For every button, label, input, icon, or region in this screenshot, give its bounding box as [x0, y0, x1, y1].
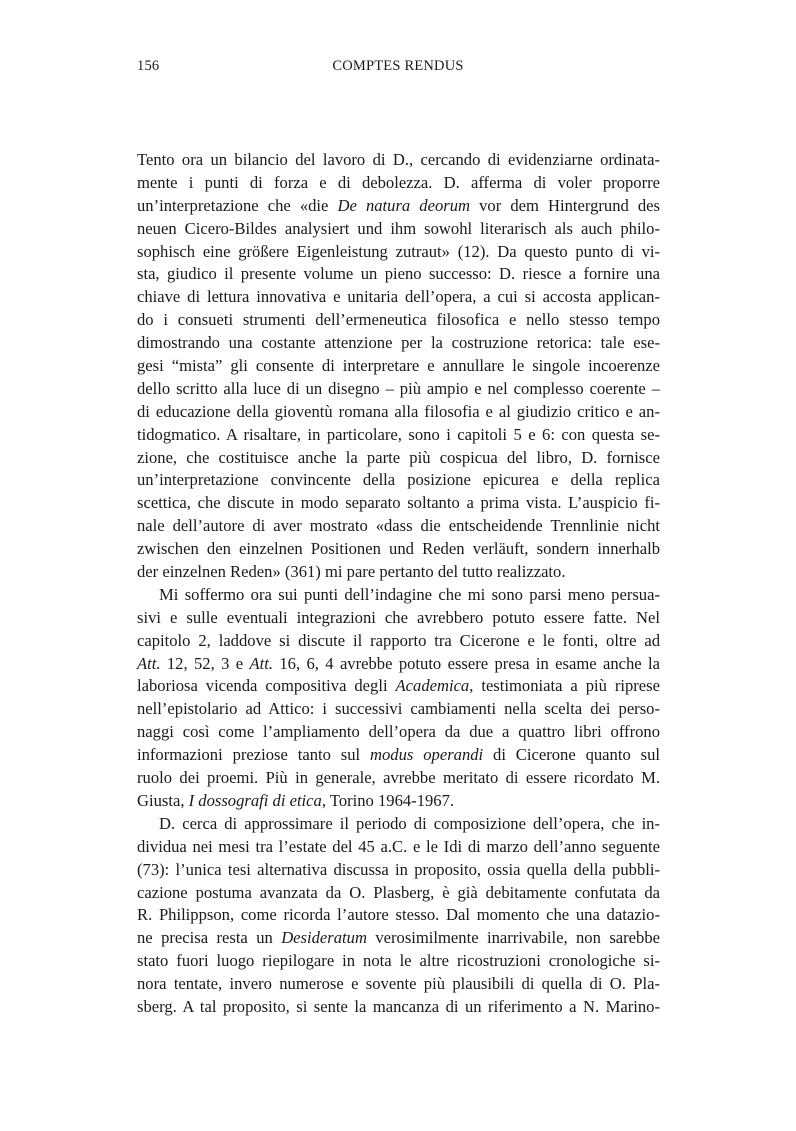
text-line: [137, 332, 660, 355]
text-line: [137, 630, 660, 653]
text-line: [137, 401, 660, 424]
text-line: [137, 607, 660, 630]
text-line: [137, 790, 660, 813]
text-line: [137, 927, 660, 950]
text-segment: Mi soffermo ora sui punti dell’indagine che mi sono parsi meno persua-: [159, 584, 660, 604]
text-line: [137, 286, 660, 309]
text-segment: laboriosa vicenda compositiva degli: [137, 676, 396, 696]
text-line: [137, 675, 660, 698]
italic-text: De natura deorum: [337, 195, 471, 215]
text-line: [137, 561, 660, 584]
text-segment: ruolo dei proemi. Più in generale, avrebbe meritato di essere ricordato M.: [137, 768, 660, 788]
text-segment: R. Philippson, come ricorda l’autore stesso. Dal momento che una datazio-: [137, 905, 660, 925]
text-segment: dello scritto alla luce di un disegno – più ampio e nel complesso coerente –: [137, 378, 660, 398]
text-segment: sberg. A tal proposito, si sente la mancanza di un riferimento a N. Marino-: [137, 996, 660, 1016]
text-segment: der einzelnen Reden» (361) mi pare pertanto del tutto realizzato.: [137, 562, 566, 582]
text-line: [137, 904, 660, 927]
text-segment: cazione postuma avanzata da O. Plasberg, è già debitamente confutata da: [137, 882, 660, 902]
text-line: [137, 241, 660, 264]
text-segment: un’interpretazione convincente della posizione epicurea e della replica: [137, 470, 660, 490]
text-segment: , Torino 1964-1967.: [321, 790, 455, 810]
text-line: [137, 218, 660, 241]
text-segment: 12, 52, 3 e: [160, 653, 250, 673]
text-segment: zwischen den einzelnen Positionen und Reden verläuft, sondern innerhalb: [137, 539, 660, 559]
text-segment: chiave di lettura innovativa e unitaria dell’opera, a cui si accosta applican-: [137, 287, 660, 307]
text-segment: scettica, che discute in modo separato soltanto a prima vista. L’auspicio fi-: [137, 493, 660, 513]
text-line: [137, 469, 660, 492]
italic-text: Att.: [137, 653, 161, 673]
text-segment: sta, giudico il presente volume un pieno successo: D. riesce a fornire una: [137, 264, 660, 284]
text-segment: un’interpretazione che «die: [137, 195, 338, 215]
text-segment: dividua nei mesi tra l’estate del 45 a.C. e le Idi di marzo dell’anno seguente: [137, 836, 660, 856]
text-line: [137, 447, 660, 470]
text-segment: nell’epistolario ad Attico: i successivi cambiamenti nella scelta dei perso-: [137, 699, 660, 719]
text-line: [137, 195, 660, 218]
text-segment: Tento ora un bilancio del lavoro di D., cercando di evidenziarne ordinata-: [137, 150, 660, 169]
text-segment: informazioni preziose tanto sul: [137, 745, 371, 765]
text-segment: sophisch eine größere Eigenleistung zutraut» (12). Da questo punto di vi-: [137, 241, 660, 261]
text-line: [137, 149, 660, 172]
text-segment: dimostrando una costante attenzione per la costruzione retorica: tale ese-: [137, 333, 660, 353]
text-line: [137, 813, 660, 836]
text-segment: do i consueti strumenti dell’ermeneutica filosofica e nello stesso tempo: [137, 310, 660, 330]
text-line: [137, 538, 660, 561]
text-line: [137, 973, 660, 996]
text-segment: , testimoniata a più riprese: [469, 676, 660, 696]
body-text: [137, 149, 660, 1019]
text-line: [137, 721, 660, 744]
text-segment: 16, 6, 4 avrebbe potuto essere presa in esame anche la: [273, 653, 660, 673]
text-line: [137, 698, 660, 721]
italic-text: modus operandi: [370, 745, 484, 765]
text-segment: gesi “mista” gli consente di interpretare e annullare le singole incoerenze: [137, 356, 660, 376]
text-segment: (73): l’unica tesi alternativa discussa in proposito, ossia quella della pubbli-: [137, 859, 660, 879]
text-line: [137, 996, 660, 1019]
text-line: [137, 309, 660, 332]
text-segment: Giusta,: [137, 790, 189, 810]
text-line: [137, 492, 660, 515]
italic-text: Desideratum: [281, 928, 367, 948]
text-segment: mente i punti di forza e di debolezza. D. afferma di voler proporre: [137, 172, 660, 192]
text-line: [137, 172, 660, 195]
paragraph: [137, 813, 660, 1019]
paragraph: [137, 149, 660, 584]
text-line: [137, 263, 660, 286]
text-line: [137, 950, 660, 973]
text-segment: zione, che costituisce anche la parte più cospicua del libro, D. fornisce: [137, 447, 660, 467]
text-segment: stato fuori luogo riepilogare in nota le altre ricostruzioni cronologiche si-: [137, 951, 660, 971]
running-head: COMPTES RENDUS: [332, 58, 464, 74]
text-line: [137, 882, 660, 905]
text-line: [137, 744, 660, 767]
text-segment: neuen Cicero-Bildes analysiert und ihm sowohl literarisch als auch philo-: [137, 218, 660, 238]
text-segment: di Cicerone quanto sul: [483, 745, 660, 765]
italic-text: I dossografi di etica: [188, 790, 322, 810]
text-line: [137, 767, 660, 790]
text-line: [137, 424, 660, 447]
text-line: [137, 355, 660, 378]
text-line: [137, 836, 660, 859]
text-line: [137, 653, 660, 676]
text-segment: nale dell’autore di aver mostrato «dass die entscheidende Trennlinie nicht: [137, 516, 660, 536]
text-segment: tidogmatico. A risaltare, in particolare, sono i capitoli 5 e 6: con questa se-: [137, 424, 660, 444]
text-line: [137, 515, 660, 538]
paragraph: [137, 584, 660, 813]
italic-text: Academica: [395, 676, 470, 696]
text-segment: capitolo 2, laddove si discute il rapporto tra Cicerone e le fonti, oltre ad: [137, 630, 660, 650]
text-segment: ne precisa resta un: [137, 928, 282, 948]
text-segment: nora tentate, invero numerose e sovente più plausibili di quella di O. Pla-: [137, 974, 660, 994]
text-line: [137, 584, 660, 607]
page-number: 156: [137, 58, 160, 74]
italic-text: Att.: [249, 653, 273, 673]
text-segment: sivi e sulle eventuali integrazioni che avrebbero potuto essere fatte. Nel: [137, 607, 660, 627]
text-segment: verosimilmente inarrivabile, non sarebbe: [366, 928, 660, 948]
text-segment: D. cerca di approssimare il periodo di composizione dell’opera, che in-: [159, 813, 660, 833]
text-line: [137, 378, 660, 401]
text-segment: vor dem Hintergrund des: [470, 195, 661, 215]
text-segment: naggi così come l’ampliamento dell’opera da due a quattro libri offrono: [137, 722, 660, 742]
text-segment: di educazione della gioventù romana alla filosofia e al giudizio critico e an-: [137, 401, 660, 421]
text-line: [137, 859, 660, 882]
